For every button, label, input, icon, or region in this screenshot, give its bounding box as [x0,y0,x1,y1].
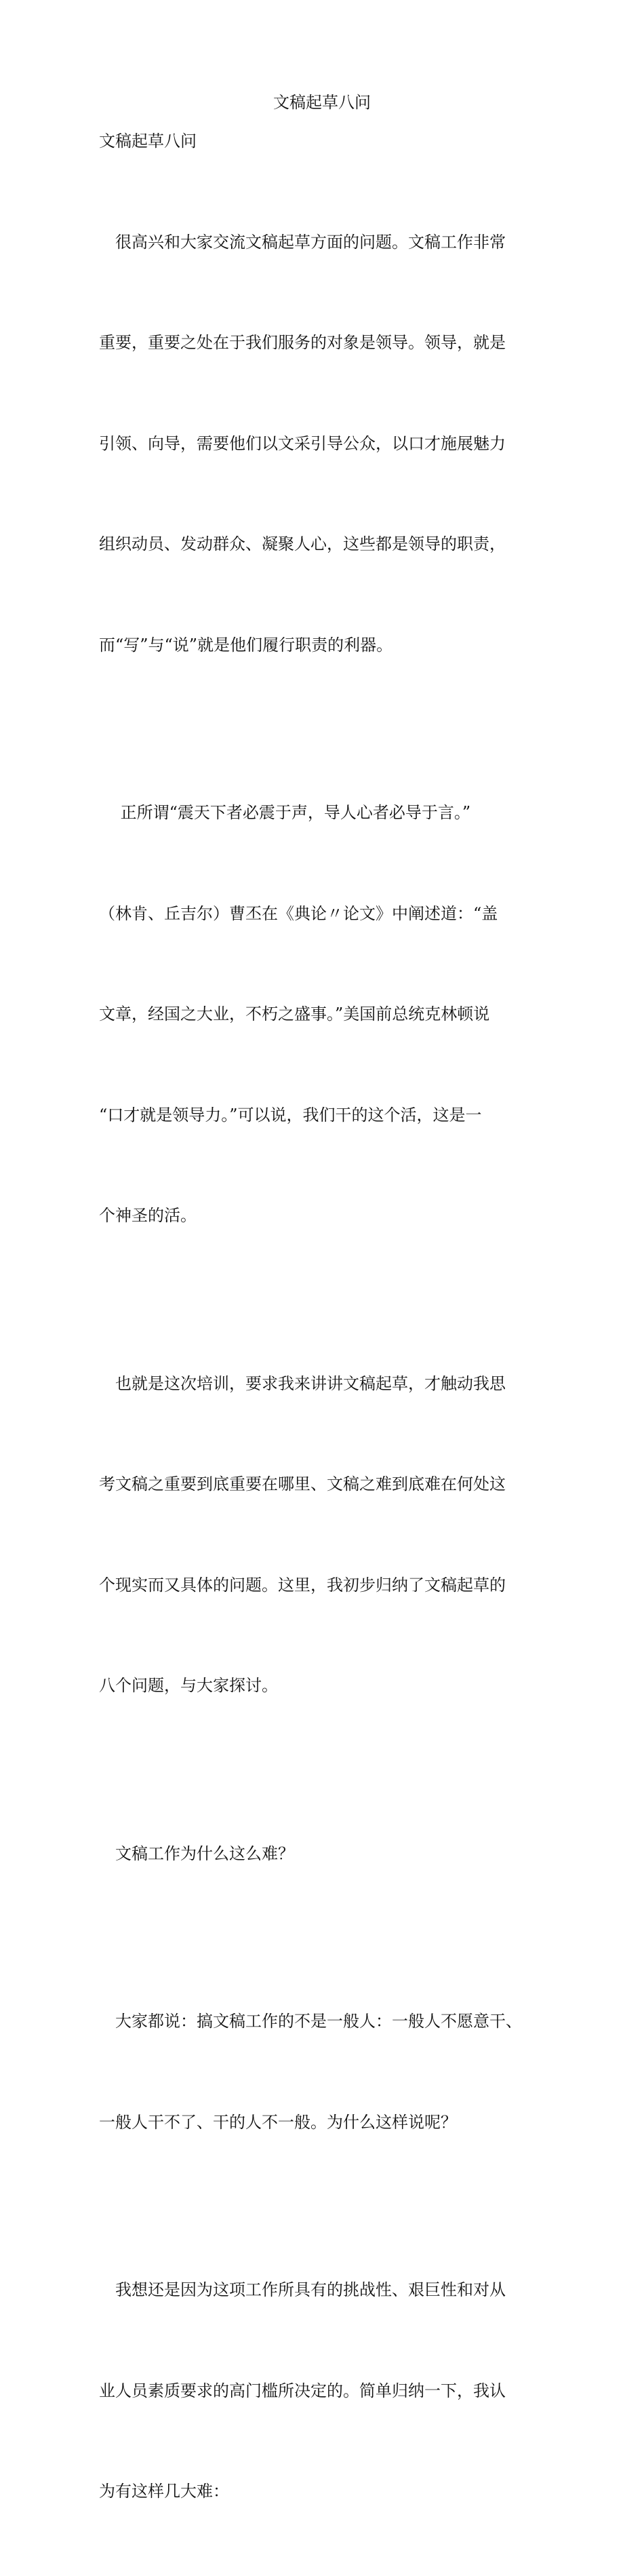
paragraph-line: “口才就是领导力。”可以说，我们干的这个活，这是一 [99,1105,482,1125]
paragraph-line: 文章，经国之大业，不朽之盛事。”美国前总统克林顿说 [99,1004,490,1023]
paragraph-line: 正所谓“震天下者必震于声，导人心者必导于言。” [99,803,471,822]
document-body [99,125,560,2576]
paragraph-3 [99,1300,560,1770]
paragraph-line: 个现实而又具体的问题。这里，我初步归纳了文稿起草的 [99,1575,506,1595]
section-heading [99,1770,560,1938]
paragraph-line: 引领、向导，需要他们以文采引导公众，以口才施展魅力 [99,433,506,453]
paragraph-line: 为有这样几大难： [99,2482,229,2501]
paragraph-line: 业人员素质要求的高门槛所决定的。简单归纳一下，我认 [99,2381,506,2400]
paragraph-line: （林肯、丘吉尔）曹丕在《典论〃论文》中阐述道：“盖 [99,903,498,923]
paragraph-1 [99,159,560,730]
paragraph-line: 考文稿之重要到底重要在哪里、文稿之难到底难在何处这 [99,1475,506,1494]
page-title: 文稿起草八问 [273,93,371,112]
paragraph-line: 重要，重要之处在于我们服务的对象是领导。领导，就是 [99,333,506,352]
paragraph-2 [99,729,560,1300]
paragraph-line: 也就是这次培训，要求我来讲讲文稿起草，才触动我思 [99,1373,506,1393]
paragraph-line: 一般人干不了、干的人不一般。为什么这样说呢？ [99,2112,457,2132]
paragraph-line: 组织动员、发动群众、凝聚人心，这些都是领导的职责， [99,534,506,553]
paragraph-line: 而“写”与“说”就是他们履行职责的利器。 [99,635,393,655]
paragraph-line: 我想还是因为这项工作所具有的挑战性、艰巨性和对从 [99,2280,506,2299]
paragraph-6 [99,2206,560,2576]
paragraph-line: 文稿工作为什么这么难？ [99,1843,294,1863]
paragraph-5 [99,1938,560,2206]
paragraph-line: 八个问题，与大家探讨。 [99,1676,278,1695]
document-subtitle: 文稿起草八问 [99,132,197,151]
paragraph-line: 大家都说：搞文稿工作的不是一般人：一般人不愿意干、 [99,2012,522,2031]
paragraph-line: 个神圣的活。 [99,1206,197,1225]
paragraph-line: 很高兴和大家交流文稿起草方面的问题。文稿工作非常 [99,232,506,252]
